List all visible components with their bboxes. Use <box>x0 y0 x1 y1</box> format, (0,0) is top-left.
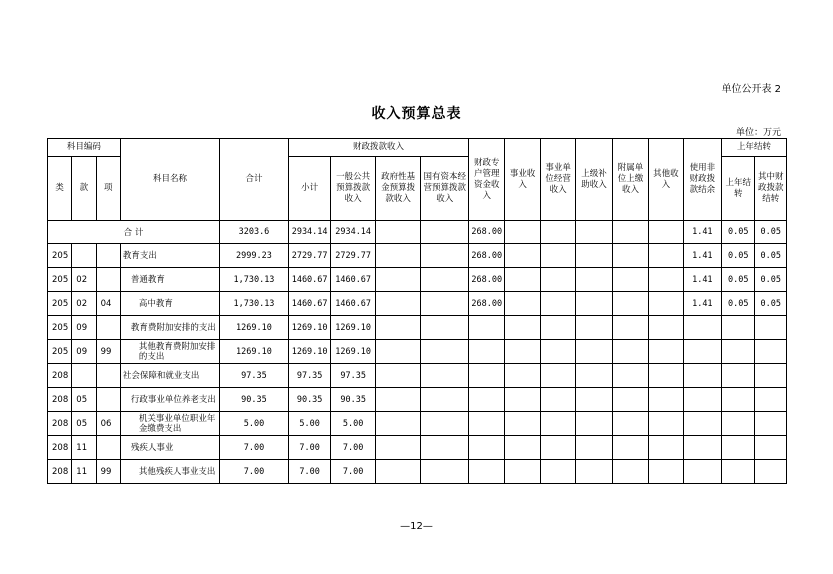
header-other: 其他收入 <box>649 139 683 221</box>
cell-special <box>469 340 505 364</box>
cell-special: 268.00 <box>469 244 505 268</box>
cell-general: 1460.67 <box>331 292 376 316</box>
cell-subtotal: 1269.10 <box>288 340 331 364</box>
cell-name: 教育费附加安排的支出 <box>120 316 219 340</box>
page-title: 收入预算总表 <box>371 106 462 122</box>
cell-lei: 208 <box>48 364 72 388</box>
cell-special <box>469 460 505 484</box>
cell-xiang <box>96 364 120 388</box>
cell-general: 1460.67 <box>331 268 376 292</box>
cell-carry-fiscal: 0.05 <box>755 268 787 292</box>
cell-upper <box>576 460 612 484</box>
revenue-budget-table <box>47 138 787 484</box>
cell-lei: 205 <box>48 316 72 340</box>
cell-carry-fiscal <box>755 340 787 364</box>
unit-label: 单位：万元 <box>735 128 781 138</box>
cell-total: 97.35 <box>220 364 289 388</box>
cell-carry-last <box>722 460 755 484</box>
cell-carry-fiscal <box>755 412 787 436</box>
cell-affiliated <box>612 412 648 436</box>
cell-business <box>505 340 540 364</box>
cell-nonfiscal <box>683 316 721 340</box>
cell-carry-fiscal: 0.05 <box>755 244 787 268</box>
cell-lei: 205 <box>48 340 72 364</box>
cell-carry-fiscal <box>755 364 787 388</box>
cell-xiang <box>96 268 120 292</box>
summary-carry-fiscal: 0.05 <box>755 221 787 244</box>
cell-subtotal: 7.00 <box>288 460 331 484</box>
cell-affiliated <box>612 316 648 340</box>
cell-subtotal: 90.35 <box>288 388 331 412</box>
table-row <box>48 388 787 412</box>
cell-carry-last <box>722 340 755 364</box>
cell-soe <box>421 316 469 340</box>
table-row <box>48 244 787 268</box>
header-affiliated: 附属单位上缴收入 <box>612 139 648 221</box>
cell-total: 1269.10 <box>220 316 289 340</box>
cell-upper <box>576 412 612 436</box>
cell-total: 1,730.13 <box>220 268 289 292</box>
header-name: 科目名称 <box>120 139 219 221</box>
summary-row <box>48 221 787 244</box>
cell-name: 高中教育 <box>120 292 219 316</box>
summary-nonfiscal: 1.41 <box>683 221 721 244</box>
header-carry-group: 上年结转 <box>722 139 787 157</box>
cell-business <box>505 268 540 292</box>
header-fiscal-group: 财政拨款收入 <box>288 139 468 157</box>
cell-general: 90.35 <box>331 388 376 412</box>
cell-carry-fiscal <box>755 316 787 340</box>
header-soe: 国有资本经营预算拨款收入 <box>421 157 469 221</box>
cell-biz-op <box>540 268 575 292</box>
cell-soe <box>421 388 469 412</box>
cell-name: 其他残疾人事业支出 <box>120 460 219 484</box>
cell-other <box>649 460 683 484</box>
cell-other <box>649 292 683 316</box>
cell-soe <box>421 436 469 460</box>
cell-subtotal: 7.00 <box>288 436 331 460</box>
cell-soe <box>421 412 469 436</box>
cell-subtotal: 5.00 <box>288 412 331 436</box>
cell-gov-fund <box>375 412 421 436</box>
cell-business <box>505 292 540 316</box>
cell-gov-fund <box>375 460 421 484</box>
cell-total: 1,730.13 <box>220 292 289 316</box>
cell-kuan: 09 <box>72 340 96 364</box>
header-general: 一般公共预算拨款收入 <box>331 157 376 221</box>
cell-name: 普通教育 <box>120 268 219 292</box>
cell-lei: 205 <box>48 292 72 316</box>
cell-business <box>505 364 540 388</box>
cell-total: 1269.10 <box>220 340 289 364</box>
cell-nonfiscal: 1.41 <box>683 292 721 316</box>
cell-subtotal: 2729.77 <box>288 244 331 268</box>
cell-general: 1269.10 <box>331 316 376 340</box>
cell-lei: 205 <box>48 268 72 292</box>
cell-kuan <box>72 244 96 268</box>
cell-carry-fiscal <box>755 460 787 484</box>
cell-kuan: 05 <box>72 412 96 436</box>
cell-biz-op <box>540 244 575 268</box>
header-carry-last: 上年结转 <box>722 157 755 221</box>
summary-biz-op <box>540 221 575 244</box>
table-reference: 单位公开表 2 <box>721 84 781 95</box>
cell-total: 5.00 <box>220 412 289 436</box>
header-biz-op: 事业单位经营收入 <box>540 139 575 221</box>
cell-xiang: 06 <box>96 412 120 436</box>
header-lei: 类 <box>48 157 72 221</box>
cell-xiang <box>96 316 120 340</box>
cell-xiang: 99 <box>96 460 120 484</box>
header-subtotal: 小计 <box>288 157 331 221</box>
cell-general: 97.35 <box>331 364 376 388</box>
cell-gov-fund <box>375 292 421 316</box>
cell-biz-op <box>540 388 575 412</box>
cell-soe <box>421 244 469 268</box>
table-row <box>48 436 787 460</box>
cell-special <box>469 388 505 412</box>
cell-kuan: 02 <box>72 268 96 292</box>
cell-gov-fund <box>375 316 421 340</box>
cell-kuan: 11 <box>72 436 96 460</box>
cell-biz-op <box>540 364 575 388</box>
cell-xiang: 04 <box>96 292 120 316</box>
summary-carry-last: 0.05 <box>722 221 755 244</box>
header-carry-fiscal: 其中财政拨款结转 <box>755 157 787 221</box>
cell-biz-op <box>540 412 575 436</box>
cell-upper <box>576 388 612 412</box>
summary-special: 268.00 <box>469 221 505 244</box>
cell-other <box>649 316 683 340</box>
cell-biz-op <box>540 316 575 340</box>
cell-business <box>505 244 540 268</box>
header-gov-fund: 政府性基金预算拨款收入 <box>375 157 421 221</box>
cell-kuan: 11 <box>72 460 96 484</box>
cell-soe <box>421 364 469 388</box>
header-kuan: 款 <box>72 157 96 221</box>
summary-affiliated <box>612 221 648 244</box>
cell-lei: 205 <box>48 244 72 268</box>
cell-kuan: 05 <box>72 388 96 412</box>
cell-upper <box>576 364 612 388</box>
cell-other <box>649 244 683 268</box>
header-upper: 上级补助收入 <box>576 139 612 221</box>
header-code-group: 科目编码 <box>48 139 121 157</box>
cell-biz-op <box>540 340 575 364</box>
cell-xiang <box>96 244 120 268</box>
cell-biz-op <box>540 436 575 460</box>
cell-other <box>649 436 683 460</box>
cell-total: 7.00 <box>220 436 289 460</box>
cell-affiliated <box>612 460 648 484</box>
summary-upper <box>576 221 612 244</box>
cell-xiang <box>96 388 120 412</box>
cell-subtotal: 97.35 <box>288 364 331 388</box>
cell-general: 5.00 <box>331 412 376 436</box>
cell-upper <box>576 436 612 460</box>
cell-name: 其他教育费附加安排的支出 <box>120 340 219 364</box>
cell-upper <box>576 292 612 316</box>
cell-name: 残疾人事业 <box>120 436 219 460</box>
cell-carry-last <box>722 364 755 388</box>
table-row <box>48 316 787 340</box>
summary-total: 3203.6 <box>220 221 289 244</box>
cell-subtotal: 1269.10 <box>288 316 331 340</box>
cell-special <box>469 316 505 340</box>
cell-other <box>649 412 683 436</box>
cell-gov-fund <box>375 364 421 388</box>
cell-nonfiscal <box>683 460 721 484</box>
cell-kuan: 02 <box>72 292 96 316</box>
cell-lei: 208 <box>48 460 72 484</box>
cell-general: 2729.77 <box>331 244 376 268</box>
cell-business <box>505 388 540 412</box>
cell-soe <box>421 460 469 484</box>
cell-lei: 208 <box>48 388 72 412</box>
cell-carry-fiscal: 0.05 <box>755 292 787 316</box>
cell-other <box>649 364 683 388</box>
summary-subtotal: 2934.14 <box>288 221 331 244</box>
cell-soe <box>421 340 469 364</box>
cell-nonfiscal <box>683 364 721 388</box>
cell-name: 教育支出 <box>120 244 219 268</box>
cell-gov-fund <box>375 436 421 460</box>
header-xiang: 项 <box>96 157 120 221</box>
cell-total: 90.35 <box>220 388 289 412</box>
cell-special: 268.00 <box>469 292 505 316</box>
cell-other <box>649 268 683 292</box>
cell-business <box>505 460 540 484</box>
cell-subtotal: 1460.67 <box>288 268 331 292</box>
cell-gov-fund <box>375 244 421 268</box>
summary-soe <box>421 221 469 244</box>
cell-affiliated <box>612 436 648 460</box>
cell-carry-last <box>722 316 755 340</box>
cell-carry-fiscal <box>755 388 787 412</box>
cell-carry-last: 0.05 <box>722 268 755 292</box>
summary-business <box>505 221 540 244</box>
summary-gov-fund <box>375 221 421 244</box>
cell-carry-last: 0.05 <box>722 292 755 316</box>
cell-business <box>505 316 540 340</box>
cell-upper <box>576 340 612 364</box>
page-number: —12— <box>400 521 433 532</box>
table-row <box>48 268 787 292</box>
table-row <box>48 292 787 316</box>
cell-affiliated <box>612 364 648 388</box>
cell-general: 7.00 <box>331 436 376 460</box>
cell-affiliated <box>612 388 648 412</box>
table-row <box>48 460 787 484</box>
cell-nonfiscal <box>683 436 721 460</box>
cell-upper <box>576 316 612 340</box>
cell-other <box>649 388 683 412</box>
cell-gov-fund <box>375 268 421 292</box>
cell-nonfiscal: 1.41 <box>683 244 721 268</box>
cell-kuan: 09 <box>72 316 96 340</box>
cell-xiang <box>96 436 120 460</box>
cell-affiliated <box>612 292 648 316</box>
cell-name: 社会保障和就业支出 <box>120 364 219 388</box>
cell-special <box>469 436 505 460</box>
cell-soe <box>421 268 469 292</box>
cell-business <box>505 436 540 460</box>
cell-carry-fiscal <box>755 436 787 460</box>
header-nonfiscal: 使用非财政拨款结余 <box>683 139 721 221</box>
cell-nonfiscal <box>683 340 721 364</box>
cell-carry-last <box>722 388 755 412</box>
cell-general: 1269.10 <box>331 340 376 364</box>
table-row <box>48 412 787 436</box>
cell-carry-last: 0.05 <box>722 244 755 268</box>
cell-carry-last <box>722 412 755 436</box>
cell-soe <box>421 292 469 316</box>
cell-nonfiscal <box>683 412 721 436</box>
cell-business <box>505 412 540 436</box>
summary-general: 2934.14 <box>331 221 376 244</box>
header-special: 财政专户管理资金收入 <box>469 139 505 221</box>
cell-biz-op <box>540 460 575 484</box>
cell-other <box>649 340 683 364</box>
cell-affiliated <box>612 268 648 292</box>
cell-name: 行政事业单位养老支出 <box>120 388 219 412</box>
cell-upper <box>576 244 612 268</box>
cell-carry-last <box>722 436 755 460</box>
cell-special <box>469 364 505 388</box>
cell-affiliated <box>612 244 648 268</box>
cell-nonfiscal: 1.41 <box>683 268 721 292</box>
cell-kuan <box>72 364 96 388</box>
cell-general: 7.00 <box>331 460 376 484</box>
header-business: 事业收入 <box>505 139 540 221</box>
cell-xiang: 99 <box>96 340 120 364</box>
cell-gov-fund <box>375 388 421 412</box>
cell-lei: 208 <box>48 436 72 460</box>
cell-biz-op <box>540 292 575 316</box>
header-total: 合计 <box>220 139 289 221</box>
cell-upper <box>576 268 612 292</box>
cell-special: 268.00 <box>469 268 505 292</box>
cell-special <box>469 412 505 436</box>
cell-total: 7.00 <box>220 460 289 484</box>
cell-lei: 208 <box>48 412 72 436</box>
cell-subtotal: 1460.67 <box>288 292 331 316</box>
cell-nonfiscal <box>683 388 721 412</box>
table-row <box>48 340 787 364</box>
cell-name: 机关事业单位职业年金缴费支出 <box>120 412 219 436</box>
cell-total: 2999.23 <box>220 244 289 268</box>
summary-label: 合 计 <box>48 221 220 244</box>
table-row <box>48 364 787 388</box>
cell-gov-fund <box>375 340 421 364</box>
summary-other <box>649 221 683 244</box>
cell-affiliated <box>612 340 648 364</box>
